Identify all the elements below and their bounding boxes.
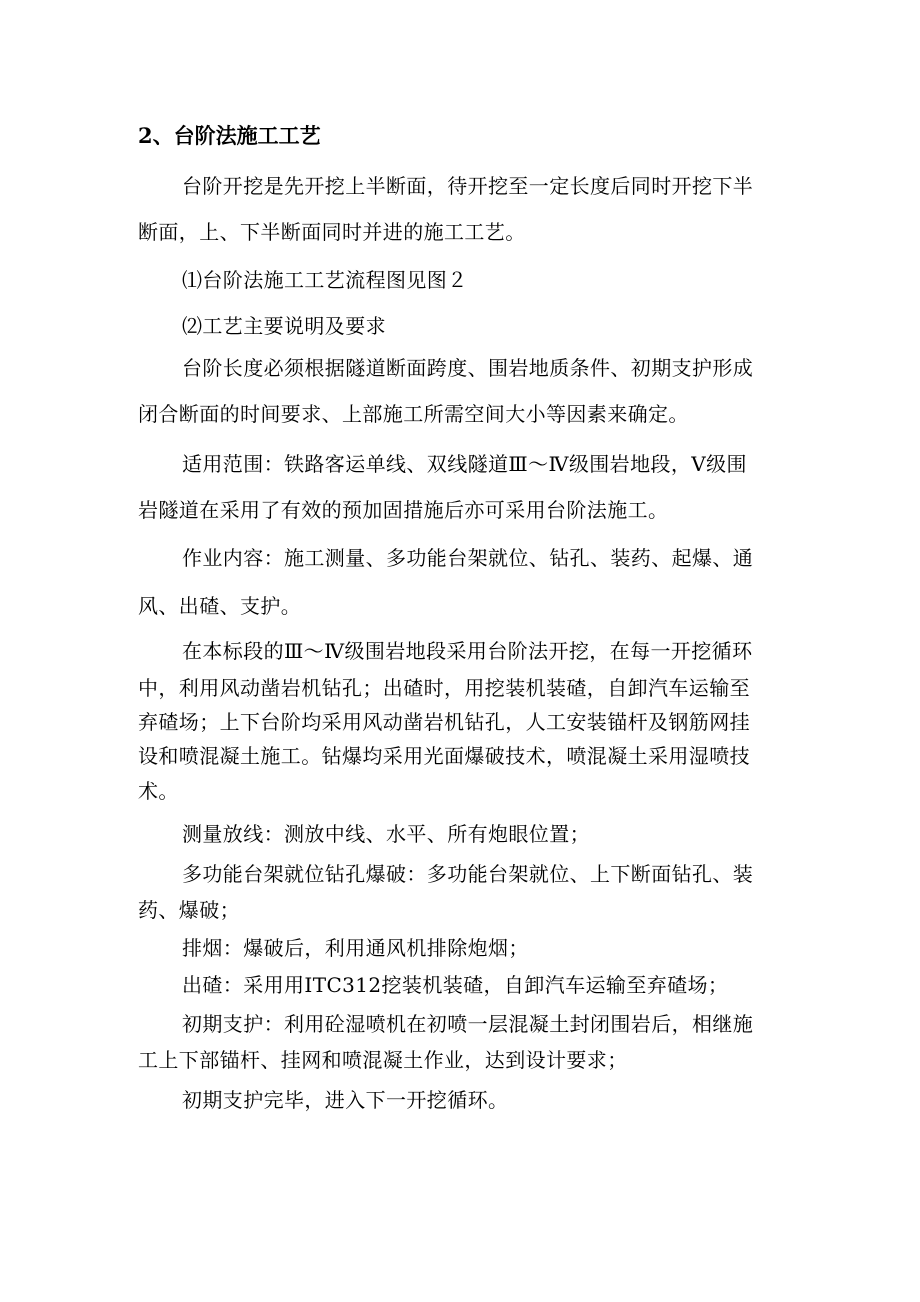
section-method-line-5: 术。 xyxy=(138,779,179,803)
scope-line-2: 岩隧道在采用了有效的预加固措施后亦可采用台阶法施工。 xyxy=(138,498,669,522)
initial-support-line-1: 初期支护：利用砼湿喷机在初喷一层混凝土封闭围岩后，相继施 xyxy=(182,1012,754,1036)
intro-paragraph-line-2: 断面，上、下半断面同时并进的施工工艺。 xyxy=(138,220,526,244)
drilling-step-line-1: 多功能台架就位钻孔爆破：多功能台架就位、上下断面钻孔、装 xyxy=(182,862,754,886)
scope-line-1: 适用范围：铁路客运单线、双线隧道Ⅲ～Ⅳ级围岩地段，Ⅴ级围 xyxy=(182,452,747,476)
cycle-finish-step: 初期支护完毕，进入下一开挖循环。 xyxy=(182,1088,509,1112)
section-method-line-4: 设和喷混凝土施工。钻爆均采用光面爆破技术，喷混凝土采用湿喷技 xyxy=(138,744,750,768)
section-heading: 2、台阶法施工工艺 xyxy=(138,123,321,148)
smoke-exhaust-step: 排烟：爆破后，利用通风机排除炮烟； xyxy=(182,936,529,960)
work-content-line-1: 作业内容：施工测量、多功能台架就位、钻孔、装药、起爆、通 xyxy=(182,546,754,570)
bench-length-line-1: 台阶长度必须根据隧道断面跨度、围岩地质条件、初期支护形成 xyxy=(182,356,754,380)
intro-paragraph-line-1: 台阶开挖是先开挖上半断面，待开挖至一定长度后同时开挖下半 xyxy=(182,174,754,198)
bench-length-line-2: 闭合断面的时间要求、上部施工所需空间大小等因素来确定。 xyxy=(138,402,689,426)
item-1-flowchart-reference: ⑴台阶法施工工艺流程图见图２ xyxy=(182,268,468,292)
section-method-line-2: 中，利用风动凿岩机钻孔；出碴时，用挖装机装碴，自卸汽车运输至 xyxy=(138,676,750,700)
drilling-step-line-2: 药、爆破； xyxy=(138,898,240,922)
survey-step: 测量放线：测放中线、水平、所有炮眼位置； xyxy=(182,822,590,846)
item-2-requirements-heading: ⑵工艺主要说明及要求 xyxy=(182,314,386,338)
initial-support-line-2: 工上下部锚杆、挂网和喷混凝土作业，达到设计要求； xyxy=(138,1048,628,1072)
section-method-line-3: 弃碴场；上下台阶均采用风动凿岩机钻孔，人工安装锚杆及钢筋网挂 xyxy=(138,710,750,734)
section-method-line-1: 在本标段的Ⅲ～Ⅳ级围岩地段采用台阶法开挖，在每一开挖循环 xyxy=(182,639,753,663)
work-content-line-2: 风、出碴、支护。 xyxy=(138,594,302,618)
muck-removal-step: 出碴：采用用ITC312挖装机装碴，自卸汽车运输至弃碴场； xyxy=(182,973,729,997)
